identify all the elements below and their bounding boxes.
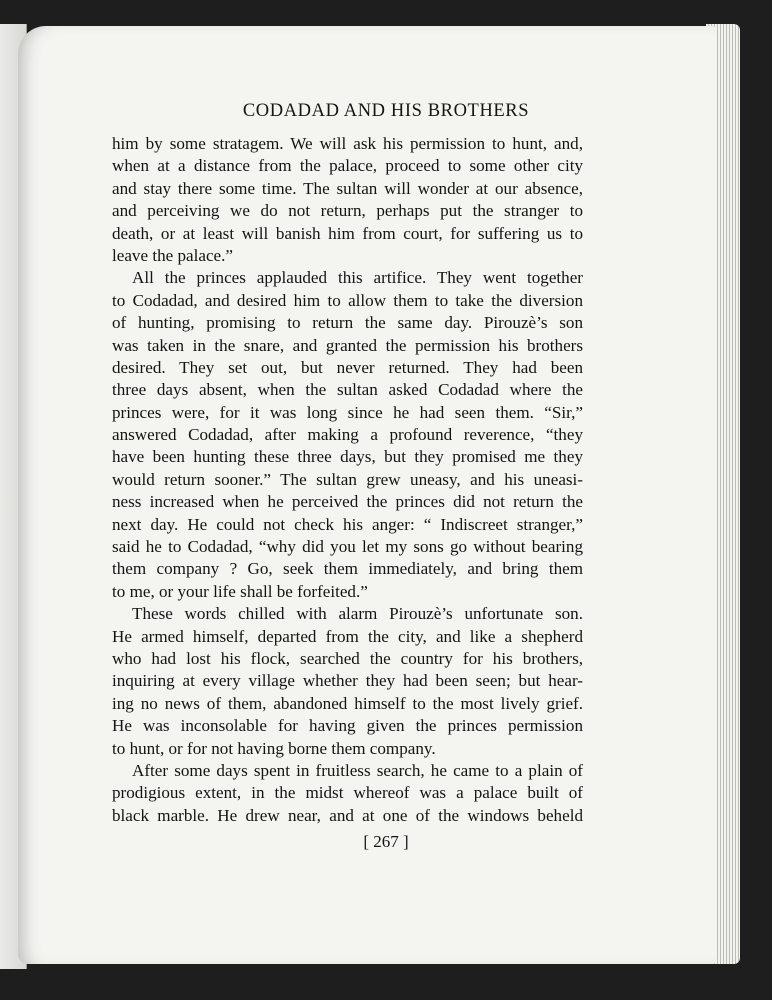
text-line: three days absent, when the sultan asked Codadad where the: [112, 380, 583, 400]
text-line: desired. They set out, but never returned. They had been: [112, 357, 583, 377]
text-line: prodigious extent, in the midst whereof was a palace built of: [112, 783, 583, 803]
text-line: to hunt, or for not having borne them company.: [112, 738, 436, 758]
text-line: him by some stratagem. We will ask his permission to hunt, and,: [112, 134, 583, 153]
text-line: to me, or your life shall be forfeited.”: [112, 581, 368, 601]
text-line: when at a distance from the palace, proceed to some other city: [112, 156, 583, 176]
text-line: would return sooner.” The sultan grew uneasy, and his uneasi-: [112, 469, 583, 489]
text-line: After some days spent in fruitless search, he came to a plain of: [132, 760, 583, 780]
text-line: was taken in the snare, and granted the permission his brothers: [112, 335, 583, 355]
text-line: ing no news of them, abandoned himself to the most lively grief.: [112, 693, 583, 713]
text-line: to Codadad, and desired him to allow them to take the diversion: [112, 290, 583, 310]
text-line: who had lost his flock, searched the country for his brothers,: [112, 648, 583, 668]
text-line: answered Codadad, after making a profound reverence, “they: [112, 425, 583, 445]
text-line: He armed himself, departed from the city, and like a shepherd: [112, 626, 583, 646]
text-line: black marble. He drew near, and at one of the windows beheld: [112, 805, 583, 825]
text-line: and perceiving we do not return, perhaps put the stranger to: [112, 201, 583, 221]
text-line: and stay there some time. The sultan will wonder at our absence,: [112, 178, 583, 198]
text-line: death, or at least will banish him from court, for suffering us to: [112, 223, 583, 243]
text-line: princes were, for it was long since he had seen them. “Sir,”: [112, 402, 583, 422]
text-line: These words chilled with alarm Pirouzè’s unfortunate son.: [132, 604, 583, 624]
text-line: He was inconsolable for having given the princes permission: [112, 716, 583, 736]
body-text: [112, 133, 583, 827]
text-line: have been hunting these three days, but they promised me they: [112, 447, 583, 467]
text-line: them company ? Go, seek them immediately, and bring them: [112, 559, 583, 579]
text-line: ness increased when he perceived the princes did not return the: [112, 492, 583, 512]
text-line: All the princes applauded this artifice. They went together: [132, 268, 583, 288]
text-line: inquiring at every village whether they had been seen; but hear-: [112, 671, 583, 691]
page-number: [ 267 ]: [363, 832, 409, 851]
text-line: said he to Codadad, “why did you let my sons go without bearing: [112, 537, 583, 557]
running-head: CODADAD AND HIS BROTHERS: [242, 101, 530, 121]
text-line: of hunting, promising to return the same day. Pirouzè’s son: [112, 313, 583, 333]
text-line: next day. He could not check his anger: “ Indiscreet stranger,”: [112, 514, 583, 534]
text-line: leave the palace.”: [112, 245, 233, 265]
